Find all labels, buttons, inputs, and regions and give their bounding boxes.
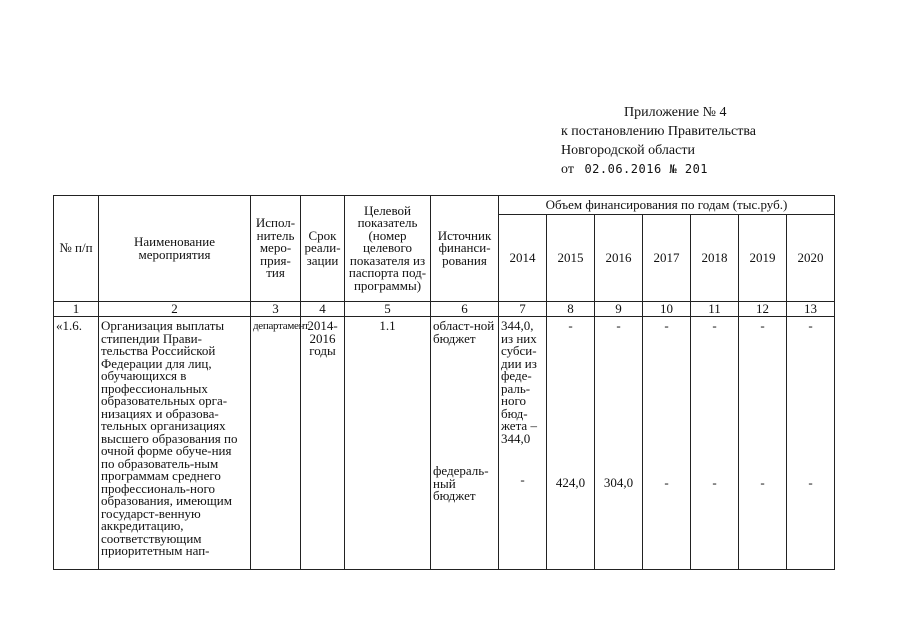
value-cell: 304,0 — [603, 474, 634, 490]
value-cell: - — [664, 318, 669, 333]
row-target: 1.1 — [345, 317, 431, 570]
row-values-2017 — [643, 317, 691, 570]
header-year: 2020 — [787, 215, 835, 302]
value-cell: 424,0 — [555, 474, 586, 490]
row-values-2020 — [787, 317, 835, 570]
header-financing: Объем финансирования по годам (тыс.руб.) — [499, 196, 835, 215]
column-number: 13 — [787, 302, 835, 317]
value-cell: - — [664, 474, 669, 490]
column-number: 11 — [691, 302, 739, 317]
column-numbers-row — [54, 302, 835, 317]
row-executor: департамент — [251, 317, 301, 570]
appendix-date-line — [561, 160, 756, 179]
column-number: 1 — [54, 302, 99, 317]
value-cell: - — [760, 318, 765, 333]
row-name: Организация выплаты стипендии Прави-тельства Российской Федерации для лиц, обучающихся в профессиональных образовательных орга-низациях и образова-тельных организациях высшего образования по очной форме обуче-ния по образователь-ным программам среднего профессиональ-ного образования, имеющим государст-венную аккредитацию, соответствующим приоритетным нап- — [99, 317, 251, 570]
document-date: 02.06.2016 № 201 — [584, 162, 709, 176]
row-values-2014 — [499, 317, 547, 570]
source-federal-budget: федераль-ный бюджет — [433, 463, 489, 503]
column-number: 2 — [99, 302, 251, 317]
row-values-2016 — [595, 317, 643, 570]
value-cell: 344,0, из них субси-дии из феде-раль-ного бюд-жета – 344,0 — [501, 318, 537, 446]
row-values-2018 — [691, 317, 739, 570]
header-year: 2016 — [595, 215, 643, 302]
value-cell: - — [808, 318, 813, 333]
column-number: 12 — [739, 302, 787, 317]
row-values-2015 — [547, 317, 595, 570]
column-number: 6 — [431, 302, 499, 317]
row-sources — [431, 317, 499, 570]
column-number: 3 — [251, 302, 301, 317]
table-row — [54, 317, 835, 570]
value-cell: - — [568, 318, 573, 333]
value-cell: - — [616, 318, 621, 333]
header-source: Источник финанси-рования — [431, 196, 499, 302]
date-prefix: от — [561, 162, 574, 177]
row-term: 2014-2016 годы — [301, 317, 345, 570]
header-year: 2018 — [691, 215, 739, 302]
column-number: 9 — [595, 302, 643, 317]
appendix-region: Новгородской области — [561, 143, 695, 158]
header-year: 2019 — [739, 215, 787, 302]
value-cell: - — [712, 318, 717, 333]
row-num: «1.6. — [54, 317, 99, 570]
header-name: Наименование мероприятия — [99, 196, 251, 302]
value-cell: - — [520, 472, 525, 487]
source-regional-budget: област-ной бюджет — [433, 318, 495, 346]
appendix-ref: к постановлению Правительства — [561, 124, 757, 139]
value-cell: - — [808, 474, 813, 490]
column-number: 4 — [301, 302, 345, 317]
header-year: 2015 — [547, 215, 595, 302]
row-values-2019 — [739, 317, 787, 570]
value-cell: - — [712, 474, 717, 490]
header-year: 2017 — [643, 215, 691, 302]
header-executor: Испол-нитель меро-прия-тия — [251, 196, 301, 302]
column-number: 5 — [345, 302, 431, 317]
column-number: 8 — [547, 302, 595, 317]
header-num: № п/п — [54, 196, 99, 302]
header-target: Целевой показатель (номер целевого показателя из паспорта под-программы) — [345, 196, 431, 302]
appendix-header — [561, 103, 756, 179]
header-row-top — [54, 196, 835, 215]
value-cell: - — [760, 474, 765, 490]
header-year: 2014 — [499, 215, 547, 302]
column-number: 7 — [499, 302, 547, 317]
column-number: 10 — [643, 302, 691, 317]
appendix-title: Приложение № 4 — [624, 105, 727, 120]
financing-table — [53, 195, 835, 570]
header-term: Срок реали-зации — [301, 196, 345, 302]
